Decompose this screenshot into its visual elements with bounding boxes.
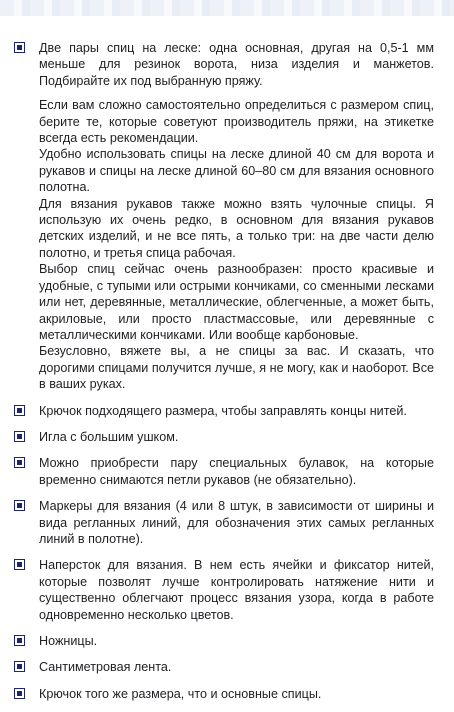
list-item-notes bbox=[14, 97, 434, 392]
list-item-text: Крючок подходящего размера, чтобы заправлять концы нитей. bbox=[39, 403, 407, 418]
paragraph: Удобно использовать спицы на леске длиной 40 см для ворота и рукавов и спицы на леске длиной 60–80 см для вязания основного полотна. bbox=[39, 147, 434, 195]
list-item-text: Сантиметровая лента. bbox=[39, 660, 172, 675]
paragraph: Для вязания рукавов также можно взять чулочные спицы. Я использую их очень редко, в основном для вязания рукавов детских изделий, и не все пять, а только три: на две части делю полотно, и третья спица рабочая. bbox=[39, 196, 434, 260]
decorative-header-band bbox=[0, 0, 454, 16]
square-bullet-icon bbox=[14, 42, 25, 53]
list-item-text: Игла с большим ушком. bbox=[39, 429, 179, 444]
supplies-list bbox=[14, 40, 434, 712]
list-item-text: Наперсток для вязания. В нем есть ячейки и фиксатор нитей, которые позволят лучше контролировать натяжение нити и существенно облегчают процесс вязания узора, когда в работе одновременно несколько цветов. bbox=[39, 558, 434, 622]
list-item bbox=[14, 455, 434, 488]
square-bullet-icon bbox=[14, 635, 25, 646]
list-item bbox=[14, 429, 434, 445]
paragraph: Выбор спиц сейчас очень разнообразен: просто красивые и удобные, с тупыми или острыми кончиками, со сменными лесками или нет, деревянные, металлические, облегченные, а может быть, акриловые, или просто пластмассовые, или деревянные с металлическими кончиками. Или вообще карбоновые. bbox=[39, 262, 434, 342]
list-item bbox=[14, 557, 434, 623]
paragraph: Безусловно, вяжете вы, а не спицы за вас. И сказать, что дорогими спицами получится лучше, я не могу, как и наоборот. Все в ваших руках. bbox=[39, 344, 434, 392]
list-item-text: Крючок того же размера, что и основные спицы. bbox=[39, 686, 322, 701]
list-item bbox=[14, 633, 434, 649]
square-bullet-icon bbox=[14, 500, 25, 511]
list-item-text: Можно приобрести пару специальных булавок, на которые временно снимаются петли рукавов (не обязательно). bbox=[39, 456, 434, 487]
square-bullet-icon bbox=[14, 457, 25, 468]
list-item-text: Ножницы. bbox=[39, 634, 98, 648]
list-item-text: Маркеры для вязания (4 или 8 штук, в зависимости от ширины и вида регланных линий, для обозначения этих самых регланных линий в полотне). bbox=[39, 499, 434, 546]
list-item bbox=[14, 498, 434, 547]
square-bullet-icon bbox=[14, 661, 25, 672]
square-bullet-icon bbox=[14, 431, 25, 442]
square-bullet-icon bbox=[14, 405, 25, 416]
list-item-text: Две пары спиц на леске: одна основная, другая на 0,5-1 мм меньше для резинок ворота, низа изделия и манжетов. Подбирайте их под выбранную пряжу. bbox=[39, 41, 434, 88]
paragraph: Если вам сложно самостоятельно определиться с размером спиц, берите те, которые советуют производитель пряжи, на этикетке всегда есть рекомендации. bbox=[39, 98, 434, 146]
list-item bbox=[14, 40, 434, 89]
square-bullet-icon bbox=[14, 688, 25, 699]
square-bullet-icon bbox=[14, 559, 25, 570]
list-item bbox=[14, 403, 434, 419]
list-item bbox=[14, 659, 434, 675]
